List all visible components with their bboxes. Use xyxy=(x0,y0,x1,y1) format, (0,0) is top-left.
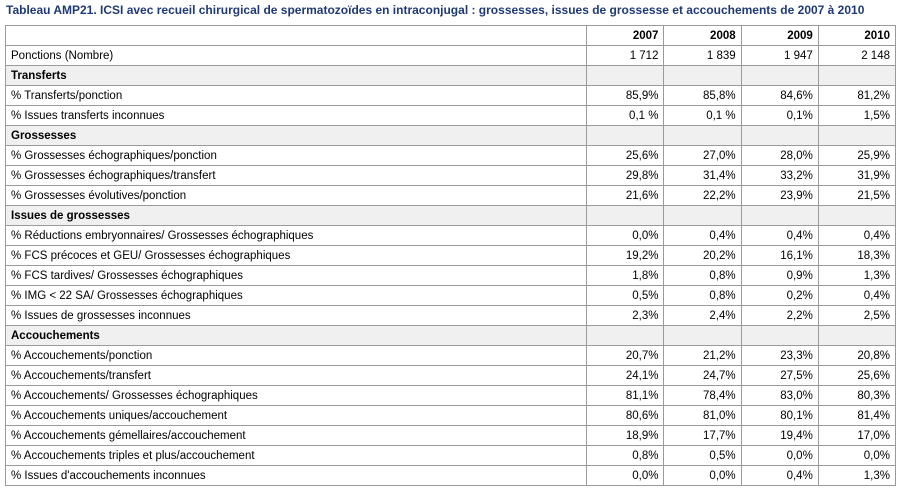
value-cell: 80,1% xyxy=(741,406,818,426)
table-body xyxy=(6,26,896,486)
value-cell: 29,8% xyxy=(587,166,664,186)
year-header-cell: 2008 xyxy=(664,26,741,46)
value-cell: 0,1 % xyxy=(664,106,741,126)
value-cell: 0,1% xyxy=(741,106,818,126)
value-cell: 0,5% xyxy=(587,286,664,306)
table-row xyxy=(6,226,896,246)
value-cell: 85,9% xyxy=(587,86,664,106)
section-empty-cell xyxy=(818,326,895,346)
row-label: % Réductions embryonnaires/ Grossesses échographiques xyxy=(6,226,587,246)
value-cell: 1,3% xyxy=(818,466,895,486)
value-cell: 0,5% xyxy=(664,446,741,466)
row-label: % FCS tardives/ Grossesses échographiques xyxy=(6,266,587,286)
section-empty-cell xyxy=(587,66,664,86)
value-cell: 0,8% xyxy=(664,286,741,306)
table-row xyxy=(6,306,896,326)
section-empty-cell xyxy=(664,126,741,146)
results-table xyxy=(5,25,896,486)
value-cell: 80,6% xyxy=(587,406,664,426)
value-cell: 80,3% xyxy=(818,386,895,406)
table-row xyxy=(6,446,896,466)
total-row xyxy=(6,46,896,66)
value-cell: 18,3% xyxy=(818,246,895,266)
table-row xyxy=(6,466,896,486)
table-row xyxy=(6,406,896,426)
row-label: % Accouchements triples et plus/accouchement xyxy=(6,446,587,466)
row-label: % Grossesses échographiques/transfert xyxy=(6,166,587,186)
value-cell: 25,6% xyxy=(818,366,895,386)
value-cell: 31,9% xyxy=(818,166,895,186)
row-label: % Grossesses évolutives/ponction xyxy=(6,186,587,206)
year-header-cell: 2010 xyxy=(818,26,895,46)
section-label: Transferts xyxy=(6,66,587,86)
section-empty-cell xyxy=(741,326,818,346)
value-cell: 0,0% xyxy=(587,226,664,246)
value-cell: 1 712 xyxy=(587,46,664,66)
value-cell: 1,8% xyxy=(587,266,664,286)
value-cell: 23,9% xyxy=(741,186,818,206)
section-empty-cell xyxy=(587,326,664,346)
value-cell: 27,0% xyxy=(664,146,741,166)
value-cell: 31,4% xyxy=(664,166,741,186)
value-cell: 0,4% xyxy=(741,466,818,486)
value-cell: 33,2% xyxy=(741,166,818,186)
year-header-row xyxy=(6,26,896,46)
row-label: Ponctions (Nombre) xyxy=(6,46,587,66)
section-empty-cell xyxy=(664,66,741,86)
value-cell: 83,0% xyxy=(741,386,818,406)
table-row xyxy=(6,286,896,306)
row-label: % Issues de grossesses inconnues xyxy=(6,306,587,326)
value-cell: 2,5% xyxy=(818,306,895,326)
value-cell: 0,4% xyxy=(818,286,895,306)
value-cell: 24,1% xyxy=(587,366,664,386)
value-cell: 16,1% xyxy=(741,246,818,266)
value-cell: 0,0% xyxy=(587,466,664,486)
value-cell: 17,0% xyxy=(818,426,895,446)
value-cell: 20,7% xyxy=(587,346,664,366)
value-cell: 2,4% xyxy=(664,306,741,326)
row-label: % Accouchements gémellaires/accouchement xyxy=(6,426,587,446)
value-cell: 21,2% xyxy=(664,346,741,366)
value-cell: 19,4% xyxy=(741,426,818,446)
table-caption: Tableau AMP21. ICSI avec recueil chirurgical de spermatozoïdes en intraconjugal : grossesses, issues de grossesse et accouchements de 2007 à 2010 xyxy=(6,3,865,17)
table-row xyxy=(6,366,896,386)
table-row xyxy=(6,426,896,446)
section-empty-cell xyxy=(818,66,895,86)
value-cell: 2 148 xyxy=(818,46,895,66)
section-empty-cell xyxy=(818,126,895,146)
value-cell: 0,0% xyxy=(664,466,741,486)
value-cell: 78,4% xyxy=(664,386,741,406)
section-empty-cell xyxy=(587,126,664,146)
value-cell: 1 947 xyxy=(741,46,818,66)
value-cell: 0,9% xyxy=(741,266,818,286)
value-cell: 21,6% xyxy=(587,186,664,206)
row-label: % Accouchements/transfert xyxy=(6,366,587,386)
row-label: % FCS précoces et GEU/ Grossesses échographiques xyxy=(6,246,587,266)
value-cell: 0,8% xyxy=(664,266,741,286)
header-corner-cell xyxy=(6,26,587,46)
value-cell: 19,2% xyxy=(587,246,664,266)
section-row xyxy=(6,126,896,146)
section-empty-cell xyxy=(818,206,895,226)
value-cell: 25,6% xyxy=(587,146,664,166)
table-row xyxy=(6,146,896,166)
section-label: Issues de grossesses xyxy=(6,206,587,226)
value-cell: 20,8% xyxy=(818,346,895,366)
section-row xyxy=(6,326,896,346)
value-cell: 81,2% xyxy=(818,86,895,106)
value-cell: 23,3% xyxy=(741,346,818,366)
table-row xyxy=(6,266,896,286)
value-cell: 1 839 xyxy=(664,46,741,66)
value-cell: 28,0% xyxy=(741,146,818,166)
row-label: % Accouchements/ Grossesses échographiques xyxy=(6,386,587,406)
row-label: % Transferts/ponction xyxy=(6,86,587,106)
value-cell: 20,2% xyxy=(664,246,741,266)
value-cell: 81,1% xyxy=(587,386,664,406)
value-cell: 17,7% xyxy=(664,426,741,446)
table-row xyxy=(6,166,896,186)
table-row xyxy=(6,386,896,406)
section-empty-cell xyxy=(741,206,818,226)
section-label: Grossesses xyxy=(6,126,587,146)
section-empty-cell xyxy=(587,206,664,226)
year-header-cell: 2007 xyxy=(587,26,664,46)
table-row xyxy=(6,186,896,206)
row-label: % Issues transferts inconnues xyxy=(6,106,587,126)
table-row xyxy=(6,246,896,266)
value-cell: 81,0% xyxy=(664,406,741,426)
table-row xyxy=(6,106,896,126)
value-cell: 85,8% xyxy=(664,86,741,106)
value-cell: 0,8% xyxy=(587,446,664,466)
value-cell: 84,6% xyxy=(741,86,818,106)
row-label: % IMG < 22 SA/ Grossesses échographiques xyxy=(6,286,587,306)
row-label: % Grossesses échographiques/ponction xyxy=(6,146,587,166)
value-cell: 0,4% xyxy=(818,226,895,246)
value-cell: 0,0% xyxy=(741,446,818,466)
row-label: % Accouchements/ponction xyxy=(6,346,587,366)
row-label: % Accouchements uniques/accouchement xyxy=(6,406,587,426)
value-cell: 0,0% xyxy=(818,446,895,466)
section-empty-cell xyxy=(741,66,818,86)
value-cell: 0,2% xyxy=(741,286,818,306)
value-cell: 0,4% xyxy=(664,226,741,246)
table-row xyxy=(6,346,896,366)
value-cell: 0,4% xyxy=(741,226,818,246)
value-cell: 27,5% xyxy=(741,366,818,386)
value-cell: 25,9% xyxy=(818,146,895,166)
value-cell: 81,4% xyxy=(818,406,895,426)
value-cell: 1,5% xyxy=(818,106,895,126)
table-row xyxy=(6,86,896,106)
value-cell: 1,3% xyxy=(818,266,895,286)
value-cell: 2,3% xyxy=(587,306,664,326)
section-empty-cell xyxy=(741,126,818,146)
value-cell: 24,7% xyxy=(664,366,741,386)
value-cell: 18,9% xyxy=(587,426,664,446)
value-cell: 21,5% xyxy=(818,186,895,206)
section-empty-cell xyxy=(664,326,741,346)
section-label: Accouchements xyxy=(6,326,587,346)
section-row xyxy=(6,206,896,226)
section-empty-cell xyxy=(664,206,741,226)
value-cell: 0,1 % xyxy=(587,106,664,126)
section-row xyxy=(6,66,896,86)
value-cell: 22,2% xyxy=(664,186,741,206)
year-header-cell: 2009 xyxy=(741,26,818,46)
row-label: % Issues d'accouchements inconnues xyxy=(6,466,587,486)
value-cell: 2,2% xyxy=(741,306,818,326)
